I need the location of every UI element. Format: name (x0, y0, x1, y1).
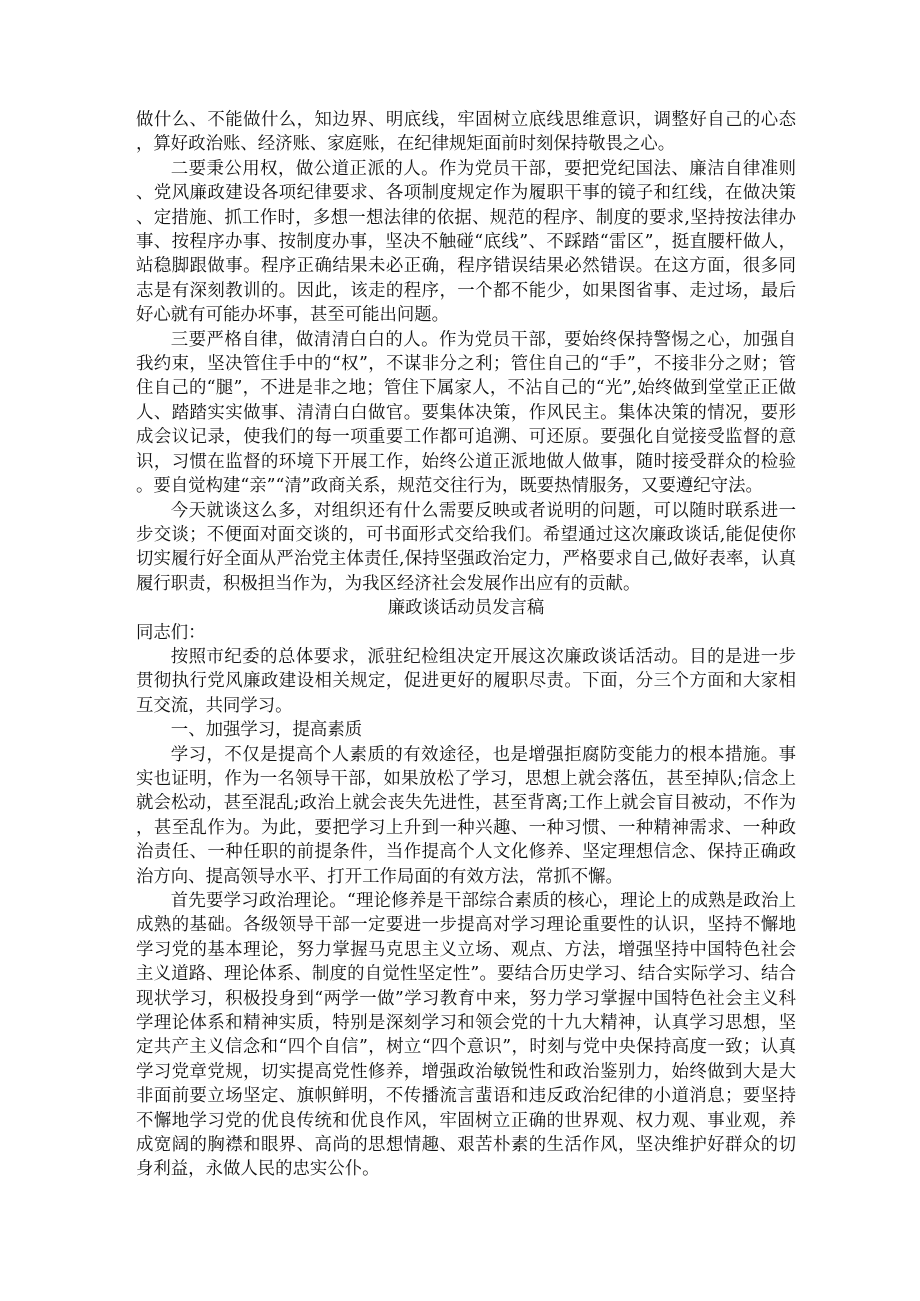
speech-title: 廉政谈话动员发言稿 (387, 598, 545, 619)
body-paragraph: 按照市纪委的总体要求，派驻纪检组决定开展这次廉政谈话活动。目的是进一步贯彻执行党风廉政建设相关规定，促进更好的履职尽责。下面，分三个方面和大家相互交流，共同学习。 (136, 646, 796, 716)
body-paragraph: 三要严格自律，做清清白白的人。作为党员干部，要始终保持警惕之心，加强自我约束，坚决管住手中的“权”，不谋非分之利；管住自己的“手”，不接非分之财；管住自己的“腿”，不进是非之地；管住下属家人，不沾自己的“光”,始终做到堂堂正正做人、踏踏实实做事、清清白白做官。要集体决策，作风民主。集体决策的情况，要形成会议记录，使我们的每一项重要工作都可追溯、可还原。要强化自觉接受监督的意识，习惯在监督的环境下开展工作，始终公道正派地做人做事，随时接受群众的检验。要自觉构建“亲”“清”政商关系，规范交往行为，既要热情服务，又要遵纪守法。 (136, 329, 796, 497)
salutation: 同志们： (136, 622, 206, 643)
body-paragraph: 今天就谈这么多，对组织还有什么需要反映或者说明的问题，可以随时联系进一步交谈；不便面对面交谈的，可书面形式交给我们。希望通过这次廉政谈话,能促使你切实履行好全面从严治党主体责任,保持坚强政治定力，严格要求自己,做好表率，认真履行职责，积极担当作为，为我区经济社会发展作出应有的贡献。 (136, 500, 796, 594)
section-heading: 一、加强学习，提高素质 (170, 720, 363, 741)
body-paragraph: 二要秉公用权，做公道正派的人。作为党员干部，要把党纪国法、廉洁自律准则、党风廉政建设各项纪律要求、各项制度规定作为履职干事的镜子和红线，在做决策、定措施、抓工作时，多想一想法律的依据、规范的程序、制度的要求,坚持按法律办事、按程序办事、按制度办事，坚决不触碰“底线”、不踩踏“雷区”，挺直腰杆做人，站稳脚跟做事。程序正确结果未必正确，程序错误结果必然错误。在这方面，很多同志是有深刻教训的。因此，该走的程序，一个都不能少，如果图省事、走过场，最后好心就有可能办坏事，甚至可能出问题。 (136, 158, 796, 326)
body-paragraph: 首先要学习政治理论。“理论修养是干部综合素质的核心，理论上的成熟是政治上成熟的基础。各级领导干部一定要进一步提高对学习理论重要性的认识，坚持不懈地学习党的基本理论，努力掌握马克思主义立场、观点、方法，增强坚持中国特色社会主义道路、理论体系、制度的自觉性坚定性”。要结合历史学习、结合实际学习、结合现状学习，积极投身到“两学一做”学习教育中来，努力学习掌握中国特色社会主义科学理论体系和精神实质，特别是深刻学习和领会党的十九大精神，认真学习思想，坚定共产主义信念和“四个自信”，树立“四个意识”，时刻与党中央保持高度一致；认真学习党章党规，切实提高党性修养，增强政治敏锐性和政治鉴别力，始终做到大是大非面前要立场坚定、旗帜鲜明，不传播流言蜚语和违反政治纪律的小道消息；要坚持不懈地学习党的优良传统和优良作风，牢固树立正确的世界观、权力观、事业观，养成宽阔的胸襟和眼界、高尚的思想情趣、艰苦朴素的生活作风，坚决维护好群众的切身利益，永做人民的忠实公仆。 (136, 891, 796, 1180)
body-paragraph: 学习，不仅是提高个人素质的有效途径，也是增强拒腐防变能力的根本措施。事实也证明，作为一名领导干部，如果放松了学习，思想上就会落伍，甚至掉队;信念上就会松动，甚至混乱;政治上就会丧失先进性，甚至背离;工作上就会盲目被动，不作为，甚至乱作为。为此，要把学习上升到一种兴趣、一种习惯、一种精神需求、一种政治责任、一种任职的前提条件，当作提高个人文化修养、坚定理想信念、保持正确政治方向、提高领导水平、打开工作局面的有效方法，常抓不懈。 (136, 744, 796, 887)
document-page (136, 108, 796, 1182)
body-paragraph: 做什么、不能做什么，知边界、明底线，牢固树立底线思维意识，调整好自己的心态，算好政治账、经济账、家庭账，在纪律规矩面前时刻保持敬畏之心。 (136, 110, 796, 155)
